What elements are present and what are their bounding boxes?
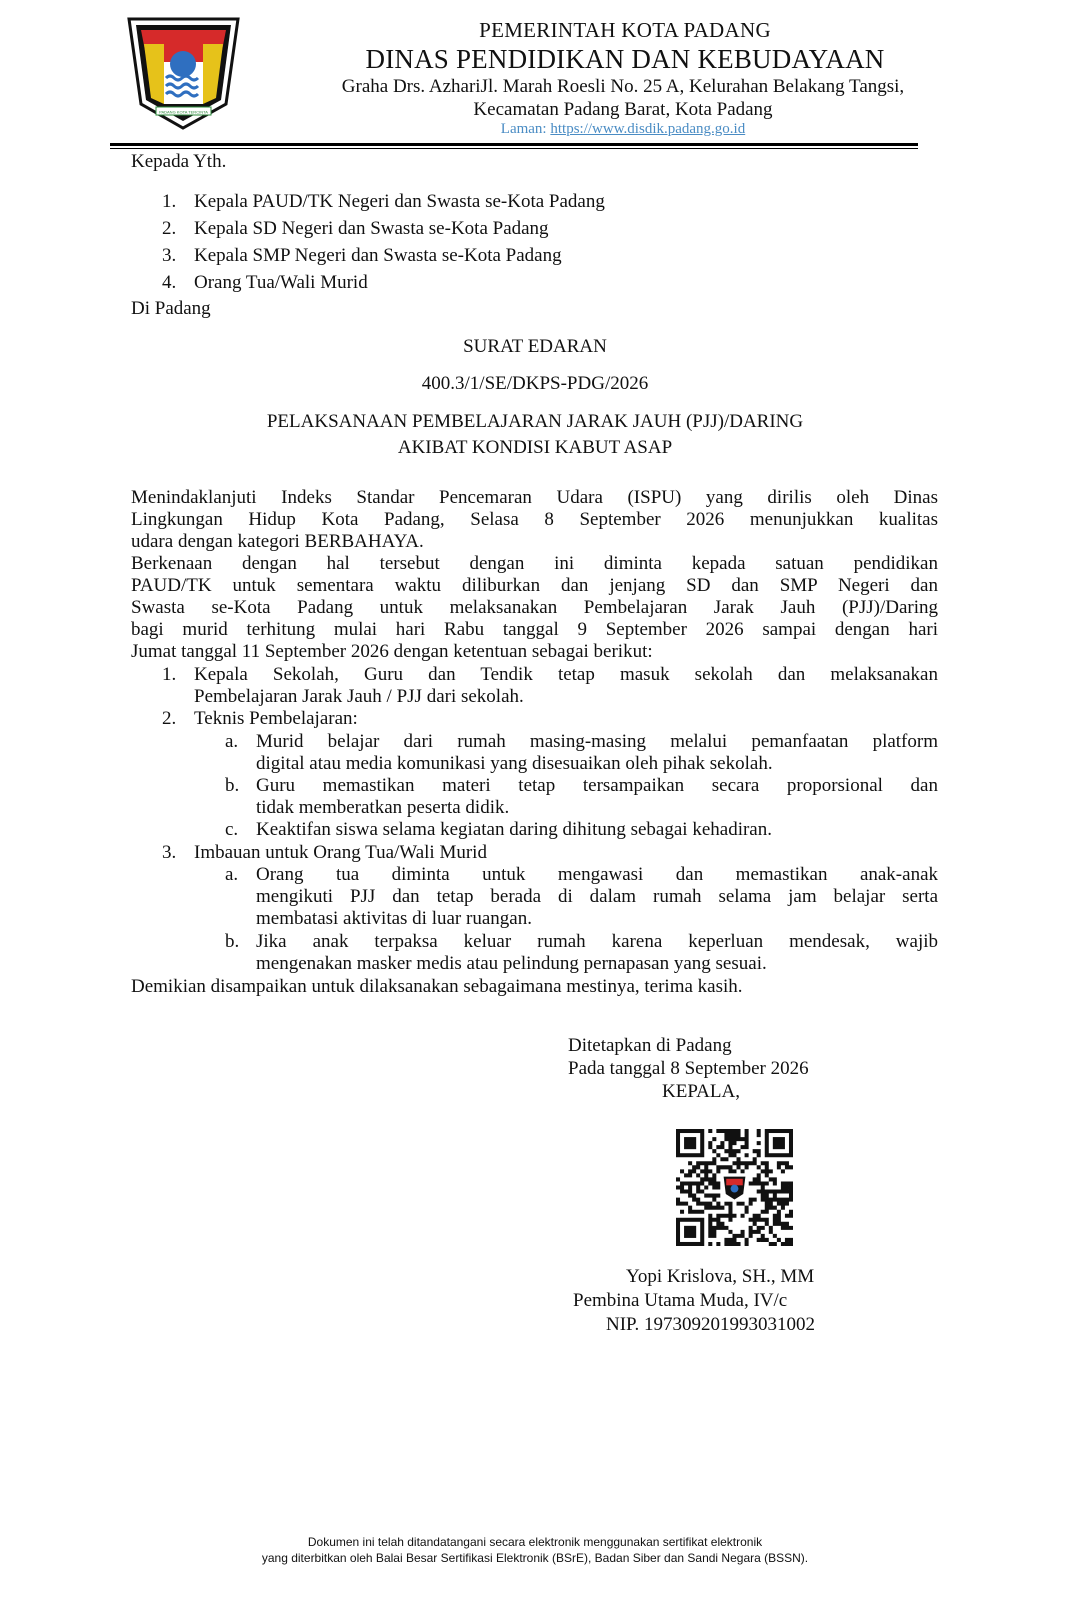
body-paragraph-2-line: PAUD/TK untuk sementara waktu diliburkan dan jenjang SD dan SMP Negeri dan — [131, 575, 938, 596]
item-number: 3. — [162, 842, 177, 863]
qr-center-emblem-icon — [720, 1173, 748, 1201]
item-line: Kepala Sekolah, Guru dan Tendik tetap masuk sekolah dan melaksanakan — [194, 664, 938, 685]
qr-finder-pattern — [676, 1129, 704, 1157]
subitem-line: Keaktifan siswa selama kegiatan daring dihitung sebagai kehadiran. — [256, 819, 772, 840]
recipient-item: 2. Kepala SD Negeri dan Swasta se-Kota Padang — [162, 218, 549, 239]
letter-subject-line1: PELAKSANAAN PEMBELAJARAN JARAK JAUH (PJJ)/DARING — [266, 411, 804, 432]
signature-position: KEPALA, — [662, 1081, 740, 1102]
letter-number: 400.3/1/SE/DKPS-PDG/2026 — [421, 373, 649, 394]
subitem-letter: b. — [225, 775, 240, 796]
item-number: 1. — [162, 664, 177, 685]
letterhead-rule-thick — [110, 143, 918, 146]
subitem-line: mengenakan masker medis atau pelindung pernapasan yang sesuai. — [256, 953, 767, 974]
body-paragraph-2-line: Berkenaan dengan hal tersebut dengan ini diminta kepada satuan pendidikan — [131, 553, 938, 574]
qr-finder-pattern — [765, 1129, 793, 1157]
body-paragraph-2-line: Jumat tanggal 11 September 2026 dengan ketentuan sebagai berikut: — [131, 641, 653, 662]
recipient-item: 4. Orang Tua/Wali Murid — [162, 272, 368, 293]
item-line: Pembelajaran Jarak Jauh / PJJ dari sekolah. — [194, 686, 524, 707]
item-label: Imbauan untuk Orang Tua/Wali Murid — [194, 842, 487, 863]
e-signature-disclaimer — [0, 1534, 1070, 1566]
subitem-line: digital atau media komunikasi yang disesuaikan oleh pihak sekolah. — [256, 753, 773, 774]
letterhead-rule-thin — [110, 148, 918, 149]
body-paragraph-1-line: Menindaklanjuti Indeks Standar Pencemaran Udara (ISPU) yang dirilis oleh Dinas — [131, 487, 938, 508]
disclaimer-line: yang diterbitkan oleh Balai Besar Sertifikasi Elektronik (BSrE), Badan Siber dan Sandi Negara (BSSN). — [261, 1551, 809, 1565]
letter-type: SURAT EDARAN — [463, 336, 607, 357]
recipient-place: Di Padang — [131, 298, 211, 319]
body-paragraph-1-line: Lingkungan Hidup Kota Padang, Selasa 8 September 2026 menunjukkan kualitas — [131, 509, 938, 530]
subitem-letter: a. — [225, 864, 239, 885]
website-link[interactable]: https://www.disdik.padang.go.id — [550, 121, 746, 137]
signer-nip: NIP. 197309201993031002 — [606, 1314, 816, 1335]
letter-subject-line2: AKIBAT KONDISI KABUT ASAP — [397, 437, 673, 458]
agency-name: DINAS PENDIDIKAN DAN KEBUDAYAAN — [365, 44, 885, 74]
agency-address-line1: Graha Drs. AzhariJl. Marah Roesli No. 25 A, Kelurahan Belakang Tangsi, — [341, 76, 905, 97]
subitem-line: Jika anak terpaksa keluar rumah karena keperluan mendesak, wajib — [256, 931, 938, 952]
signature-qr-code — [676, 1129, 793, 1246]
body-paragraph-2-line: bagi murid terhitung mulai hari Rabu tanggal 9 September 2026 sampai dengan hari — [131, 619, 938, 640]
signature-date: Pada tanggal 8 September 2026 — [568, 1058, 809, 1079]
agency-address-line2: Kecamatan Padang Barat, Kota Padang — [473, 99, 773, 120]
recipient-item: 1. Kepala PAUD/TK Negeri dan Swasta se-Kota Padang — [162, 191, 605, 212]
emblem-ribbon-text: PADANG KOTA TERCINTA — [159, 109, 208, 115]
agency-website — [228, 121, 1018, 138]
signer-rank: Pembina Utama Muda, IV/c — [573, 1290, 788, 1311]
closing-sentence: Demikian disampaikan untuk dilaksanakan sebagaimana mestinya, terima kasih. — [131, 976, 743, 997]
subitem-letter: c. — [225, 819, 239, 840]
body-paragraph-2-line: Swasta se-Kota Padang untuk melaksanakan Pembelajaran Jarak Jauh (PJJ)/Daring — [131, 597, 938, 618]
subitem-line: Orang tua diminta untuk mengawasi dan memastikan anak-anak — [256, 864, 938, 885]
subitem-letter: a. — [225, 731, 239, 752]
recipient-item: 3. Kepala SMP Negeri dan Swasta se-Kota Padang — [162, 245, 562, 266]
qr-finder-pattern — [676, 1218, 704, 1246]
signature-place: Ditetapkan di Padang — [568, 1035, 732, 1056]
item-label: Teknis Pembelajaran: — [194, 708, 358, 729]
disclaimer-line: Dokumen ini telah ditandatangani secara elektronik menggunakan sertifikat elektronik — [307, 1535, 763, 1549]
subitem-line: Murid belajar dari rumah masing-masing melalui pemanfaatan platform — [256, 731, 938, 752]
signer-name: Yopi Krislova, SH., MM — [626, 1266, 815, 1287]
item-number: 2. — [162, 708, 177, 729]
website-label: Laman: — [500, 121, 551, 137]
subitem-letter: b. — [225, 931, 240, 952]
subitem-line: Guru memastikan materi tetap tersampaikan secara proporsional dan — [256, 775, 938, 796]
subitem-line: membatasi aktivitas di luar ruangan. — [256, 908, 532, 929]
padang-city-emblem — [126, 16, 241, 131]
subitem-line: mengikuti PJJ dan tetap berada di dalam rumah selama jam belajar serta — [256, 886, 938, 907]
body-paragraph-1-line: udara dengan kategori BERBAHAYA. — [131, 531, 424, 552]
government-name: PEMERINTAH KOTA PADANG — [479, 18, 771, 42]
subitem-line: tidak memberatkan peserta didik. — [256, 797, 510, 818]
salutation: Kepada Yth. — [131, 151, 227, 172]
